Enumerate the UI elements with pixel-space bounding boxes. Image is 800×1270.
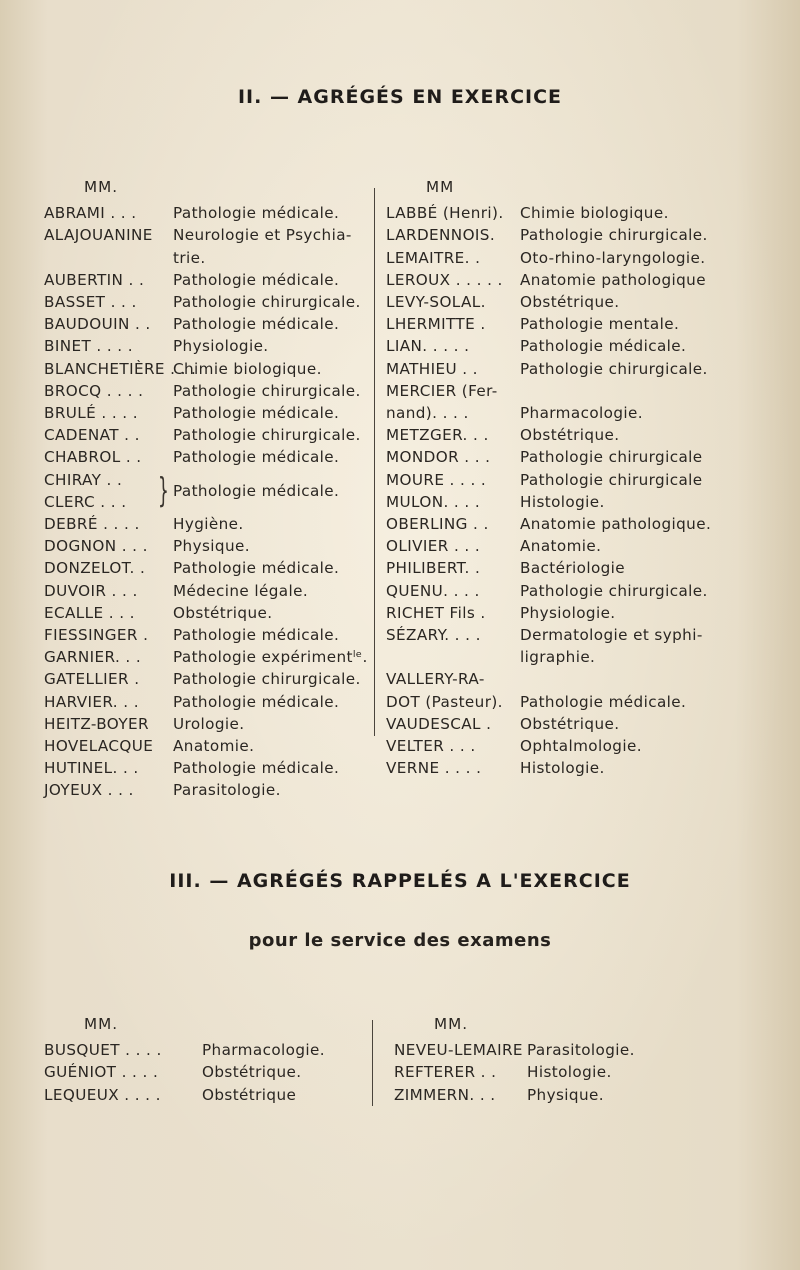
entry-name: BUSQUET . . . . <box>44 1041 162 1060</box>
entry-specialty: Pathologie chirurgicale. <box>520 359 708 378</box>
entry-specialty: Anatomie pathologique <box>520 270 706 289</box>
entry-name: LABBÉ (Henri). <box>386 204 504 223</box>
right-brace: } <box>158 470 170 511</box>
section-2-title: II. — AGRÉGÉS EN EXERCICE <box>237 86 563 108</box>
entry-name: REFTERER . . <box>394 1063 497 1082</box>
list-item <box>386 335 766 357</box>
list-item <box>386 557 766 579</box>
list-item <box>44 513 374 535</box>
entry-specialty: Obstétrique. <box>520 714 620 733</box>
section-3-left-column <box>44 1013 364 1106</box>
entry-specialty: Dermatologie et syphi- <box>520 626 703 645</box>
entry-specialty: Pathologie médicale. <box>173 270 340 289</box>
entry-name: VELTER . . . <box>386 737 476 756</box>
entry-name: ABRAMI . . . <box>44 204 137 223</box>
entry-specialty: Physiologie. <box>520 603 616 622</box>
entry-specialty: Parasitologie. <box>173 781 281 800</box>
entry-specialty: Chimie biologique. <box>520 204 669 223</box>
list-item <box>386 269 766 291</box>
list-item <box>386 291 766 313</box>
entry-name: MONDOR . . . <box>386 448 491 467</box>
entry-specialty: Pathologie expérimentˡᵉ. <box>173 648 368 667</box>
entry-specialty: Pathologie médicale. <box>173 559 340 578</box>
entry-name: BLANCHETIÈRE . . . <box>44 359 197 378</box>
list-item <box>44 646 374 668</box>
entry-name: DONZELOT. . <box>44 559 146 578</box>
entry-specialty: Oto-rhino-laryngologie. <box>520 248 706 267</box>
entry-specialty: Neurologie et Psychia- <box>173 226 352 245</box>
entry-specialty: Pathologie chirurgicale. <box>173 426 361 445</box>
entry-specialty: Médecine légale. <box>173 581 309 600</box>
entry-specialty: Physique. <box>173 537 250 556</box>
entry-name: FIESSINGER . <box>44 626 149 645</box>
entry-name: QUENU. . . . <box>386 581 480 600</box>
list-item <box>44 602 374 624</box>
entry-specialty: Anatomie pathologique. <box>520 515 712 534</box>
entry-specialty: Pathologie chirurgicale. <box>520 226 708 245</box>
entry-specialty: Pathologie médicale. <box>173 448 340 467</box>
list-item <box>44 224 374 246</box>
entry-name: MULON. . . . <box>386 492 481 511</box>
entry-specialty: Pathologie médicale. <box>173 759 340 778</box>
entry-name: DUVOIR . . . <box>44 581 138 600</box>
mm-label: MM. <box>434 1015 469 1033</box>
entry-specialty: Pathologie chirurgicale <box>520 470 703 489</box>
entry-name: MATHIEU . . <box>386 359 478 378</box>
entry-specialty: Urologie. <box>173 714 245 733</box>
entry-specialty: Histologie. <box>527 1063 612 1082</box>
list-item <box>44 713 374 735</box>
entry-name: GATELLIER . <box>44 670 140 689</box>
entry-specialty: Pathologie médicale. <box>173 481 340 500</box>
list-item <box>386 424 766 446</box>
list-item <box>44 247 374 269</box>
entry-name: DOGNON . . . <box>44 537 148 556</box>
list-item <box>44 668 374 690</box>
column-divider <box>372 1020 373 1106</box>
entry-specialty: Pathologie chirurgicale. <box>173 381 361 400</box>
list-item <box>44 402 374 424</box>
entry-specialty: Hygiène. <box>173 515 244 534</box>
entry-name: OBERLING . . <box>386 515 489 534</box>
entry-specialty: Histologie. <box>520 759 605 778</box>
list-item <box>394 1039 754 1061</box>
entry-name: LEROUX . . . . . <box>386 270 503 289</box>
list-item <box>386 624 766 646</box>
entry-name: ZIMMERN. . . <box>394 1085 496 1104</box>
list-item <box>386 358 766 380</box>
section-3-subtitle: pour le service des examens <box>248 930 552 951</box>
list-item <box>44 691 374 713</box>
list-item <box>386 535 766 557</box>
entry-specialty: Anatomie. <box>520 537 602 556</box>
list-item <box>386 513 766 535</box>
entry-name: LEVY-SOLAL. <box>386 293 486 312</box>
entry-name: BINET . . . . <box>44 337 133 356</box>
entry-name <box>386 646 520 668</box>
list-item <box>386 446 766 468</box>
entry-specialty: Parasitologie. <box>527 1041 635 1060</box>
list-item <box>44 335 374 357</box>
entry-name: DOT (Pasteur). <box>386 692 503 711</box>
entry-name: BROCQ . . . . <box>44 381 144 400</box>
list-item <box>44 424 374 446</box>
list-item <box>44 269 374 291</box>
entry-name <box>44 247 173 269</box>
brace-group <box>44 469 374 513</box>
list-item <box>44 557 374 579</box>
entry-specialty: Pathologie mentale. <box>520 315 680 334</box>
entry-name: BASSET . . . <box>44 293 137 312</box>
list-item <box>44 313 374 335</box>
entry-specialty: Obstétrique. <box>520 293 620 312</box>
entry-name: ALAJOUANINE <box>44 226 153 245</box>
list-item <box>44 1039 364 1061</box>
entry-specialty: Physique. <box>527 1085 604 1104</box>
list-item <box>386 402 766 424</box>
entry-name: CLERC . . . <box>44 492 127 511</box>
entry-name: ECALLE . . . <box>44 603 135 622</box>
list-item <box>386 469 766 491</box>
list-item <box>394 1084 754 1106</box>
entry-specialty: Bactériologie <box>520 559 626 578</box>
entry-name: BAUDOUIN . . <box>44 315 151 334</box>
list-item <box>386 313 766 335</box>
entry-name: JOYEUX . . . <box>44 781 134 800</box>
entry-name: DEBRÉ . . . . <box>44 515 140 534</box>
entry-specialty: Pathologie chirurgicale <box>520 448 703 467</box>
entry-specialty: ligraphie. <box>520 648 596 667</box>
list-item <box>44 291 374 313</box>
list-item <box>394 1061 754 1083</box>
entry-specialty: Pathologie chirurgicale. <box>173 670 361 689</box>
list-item <box>44 580 374 602</box>
list-item <box>386 691 766 713</box>
entry-specialty: Pathologie médicale. <box>173 692 340 711</box>
mm-label: MM <box>426 178 455 196</box>
entry-name: VALLERY-RA- <box>386 670 485 689</box>
entry-name: CHIRAY . . <box>44 470 123 489</box>
list-item <box>44 624 374 646</box>
section-3-title: III. — AGRÉGÉS RAPPELÉS A L'EXERCICE <box>169 870 631 892</box>
entry-specialty: Pathologie chirurgicale. <box>173 293 361 312</box>
entry-specialty: Obstétrique. <box>202 1063 302 1082</box>
entry-specialty: trie. <box>173 248 206 267</box>
list-item <box>44 202 374 224</box>
entry-specialty: Obstétrique. <box>173 603 273 622</box>
list-item <box>386 202 766 224</box>
entry-name: VAUDESCAL . <box>386 714 492 733</box>
list-item <box>386 602 766 624</box>
entry-specialty: Pathologie médicale. <box>520 692 687 711</box>
entry-specialty: Pathologie médicale. <box>173 315 340 334</box>
entry-name: HEITZ-BOYER <box>44 714 149 733</box>
list-item <box>386 491 766 513</box>
entry-specialty: Chimie biologique. <box>173 359 322 378</box>
entry-specialty: Obstétrique. <box>520 426 620 445</box>
entry-name: METZGER. . . <box>386 426 489 445</box>
list-item <box>386 247 766 269</box>
entry-name: HARVIER. . . <box>44 692 139 711</box>
entry-name: PHILIBERT. . <box>386 559 481 578</box>
entry-name: CADENAT . . <box>44 426 140 445</box>
entry-specialty: Pathologie médicale. <box>173 626 340 645</box>
list-item <box>44 735 374 757</box>
entry-name: LEQUEUX . . . . <box>44 1085 161 1104</box>
entry-specialty: Pharmacologie. <box>202 1041 325 1060</box>
entry-name: VERNE . . . . <box>386 759 482 778</box>
entry-specialty: Physiologie. <box>173 337 269 356</box>
entry-name: LEMAITRE. . <box>386 248 481 267</box>
entry-specialty: Pathologie médicale. <box>173 404 340 423</box>
list-item <box>386 757 766 779</box>
entry-name: GUÉNIOT . . . . <box>44 1063 159 1082</box>
entry-name: nand). . . . <box>386 404 469 423</box>
entry-name: RICHET Fils . <box>386 603 486 622</box>
entry-name: CHABROL . . <box>44 448 142 467</box>
list-item <box>44 446 374 468</box>
entry-name: HOVELACQUE <box>44 737 154 756</box>
list-item <box>386 713 766 735</box>
entry-name: MERCIER (Fer- <box>386 381 498 400</box>
entry-name: MOURE . . . . <box>386 470 487 489</box>
entry-name: NEVEU-LEMAIRE <box>394 1041 523 1060</box>
entry-name: AUBERTIN . . <box>44 270 145 289</box>
list-item <box>44 757 374 779</box>
list-item <box>44 535 374 557</box>
list-item <box>386 380 766 402</box>
entry-name: LARDENNOIS. <box>386 226 496 245</box>
list-item <box>386 735 766 757</box>
entry-specialty: Ophtalmologie. <box>520 737 642 756</box>
entry-specialty: Histologie. <box>520 492 605 511</box>
list-item <box>386 668 766 690</box>
list-item <box>386 580 766 602</box>
entry-specialty: Obstétrique <box>202 1085 297 1104</box>
section-2-right-column <box>386 176 766 779</box>
list-item <box>386 646 766 668</box>
entry-name: SÉZARY. . . . <box>386 626 481 645</box>
list-item <box>44 1061 364 1083</box>
list-item <box>44 779 374 801</box>
entry-name: GARNIER. . . <box>44 648 142 667</box>
entry-name: HUTINEL. . . <box>44 759 139 778</box>
entry-specialty: Pathologie médicale. <box>520 337 687 356</box>
entry-specialty: Pharmacologie. <box>520 404 643 423</box>
entry-specialty: Anatomie. <box>173 737 255 756</box>
entry-name: OLIVIER . . . <box>386 537 481 556</box>
list-item <box>44 1084 364 1106</box>
list-item <box>44 380 374 402</box>
section-2-left-column <box>44 176 374 802</box>
entry-name: BRULÉ . . . . <box>44 404 138 423</box>
entry-name: LIAN. . . . . <box>386 337 470 356</box>
entry-specialty: Pathologie médicale. <box>173 204 340 223</box>
column-divider <box>374 188 375 736</box>
entry-specialty: Pathologie chirurgicale. <box>520 581 708 600</box>
list-item <box>386 224 766 246</box>
section-3-right-column <box>394 1013 754 1106</box>
mm-label: MM. <box>84 1015 119 1033</box>
list-item <box>44 358 374 380</box>
mm-label: MM. <box>84 178 119 196</box>
entry-name: LHERMITTE . <box>386 315 486 334</box>
